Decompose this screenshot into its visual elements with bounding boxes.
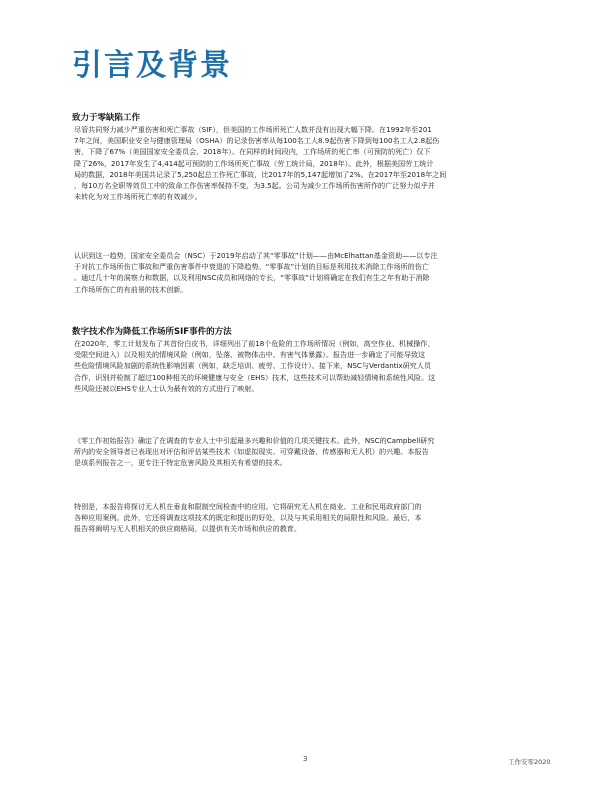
text-line: 局的数据，2018年美国共记录了5,250起总工作死亡事故，比2017年的5,147起增加了2%。在2017年至2018年之间	[74, 169, 447, 179]
text-line: 些危险情境风险加剧的系统性影响因素（例如，缺乏培训、疲劳、工作设计）。接下来，NSC与Verdantix研究人员	[74, 361, 432, 371]
text-line: 《零工作初始报告》确定了在调查的专业人士中引起最多兴趣和价值的几项关键技术。此外，NSC的Campbell研究	[74, 436, 435, 445]
text-line: 于对抗工作场所伤亡事故和严重伤害事件中衰退的下降趋势。“零事故”计划的目标是利用技术消除工作场所的伤亡	[74, 262, 429, 272]
paragraph-digital-3	[74, 501, 534, 535]
paragraph-digital-1	[74, 338, 534, 394]
text-line: 7年之间，美国职业安全与健康管理局（OSHA）的记录伤害率从每100名工人8.9起伤害下降到每100名工人2.8起伤	[74, 136, 440, 146]
section-heading-digital-tech: 数字技术作为降低工作场所SIF事件的方法	[72, 327, 232, 337]
text-line: 认识到这一趋势，国家安全委员会（NSC）于2019年启动了其“零事故”计划——由McElhattan基金资助——以专注	[74, 251, 438, 260]
text-line: 害，下降了67%（美国国家安全委员会，2018年）。在同样的时间段内，工作场所的死亡率（可预防的死亡）仅下	[74, 147, 431, 157]
page-number: 3	[303, 755, 308, 763]
text-line: 尽管共同努力减少严重伤害和死亡事故（SIF），但美国的工作场所死亡人数并没有出现大幅下降。在1992年至201	[74, 125, 432, 134]
text-line: 所内的安全领导者已表现出对评估和评估某些技术（如虚拟现实、可穿戴设备、传感器和无人机）的兴趣。本报告	[74, 447, 429, 457]
text-line: ，每10万名全职等效员工中的致命工作伤害率保持不变，为3.5起。公司为减少工作场所伤害所作的广泛努力似乎并	[74, 181, 435, 191]
text-line: 受限空间进入）以及相关的情境风险（例如，坠落、被物体击中、有害气体暴露）。报告进一步确定了可能导致这	[74, 350, 426, 360]
publication-name: 工作安零2020	[508, 758, 551, 766]
text-line: 工作场所伤亡的有前景的技术创新。	[74, 284, 188, 294]
text-line: 未转化为对工作场所死亡率的有效减少。	[74, 192, 202, 202]
text-line: 各种应用案例。此外，它还将调查这项技术的既定和提出的好处，以及与其采用相关的局限性和风险。最后，本	[74, 513, 422, 523]
text-line: 降了26%，2017年发生了4,414起可预防的工作场所死亡事故（劳工统计局，2018年）。此外，根据美国劳工统计	[74, 158, 434, 168]
text-line: 在2020年，零工计划发布了其首份白皮书，详细列出了前18个危险的工作场所情况（例如，高空作业、机械操作、	[74, 339, 435, 348]
section-heading-zero-defect: 致力于零缺陷工作	[72, 113, 141, 123]
paragraph-intro-2	[74, 250, 534, 295]
page-title: 引言及背景	[72, 48, 232, 83]
paragraph-digital-2	[74, 435, 534, 469]
text-line: 。通过几十年的洞察力和数据，以及利用NSC成员和网络的专长，“零事故”计划将确定在我们有生之年有助于消除	[74, 273, 430, 283]
text-line: 合作，识别并检制了超过100种相关的环境健康与安全（EHS）技术，这些技术可以帮助减轻情境和系统性风险。这	[74, 372, 436, 382]
text-line: 报告将阐明与无人机相关的供应商格局，以提供有关市场和供应的教育。	[74, 524, 301, 534]
paragraph-intro-1	[74, 124, 534, 202]
text-line: 些风险还被以EHS专业人士认为最有效的方式进行了映射。	[74, 383, 259, 393]
text-line: 是该系列报告之一，更专注于特定危害风险及其相关有希望的技术。	[74, 458, 287, 468]
text-line: 特别是，本报告将探讨无人机在垂直和限制空间检查中的应用。它将研究无人机在商业、工业和民用政府部门的	[74, 502, 422, 511]
